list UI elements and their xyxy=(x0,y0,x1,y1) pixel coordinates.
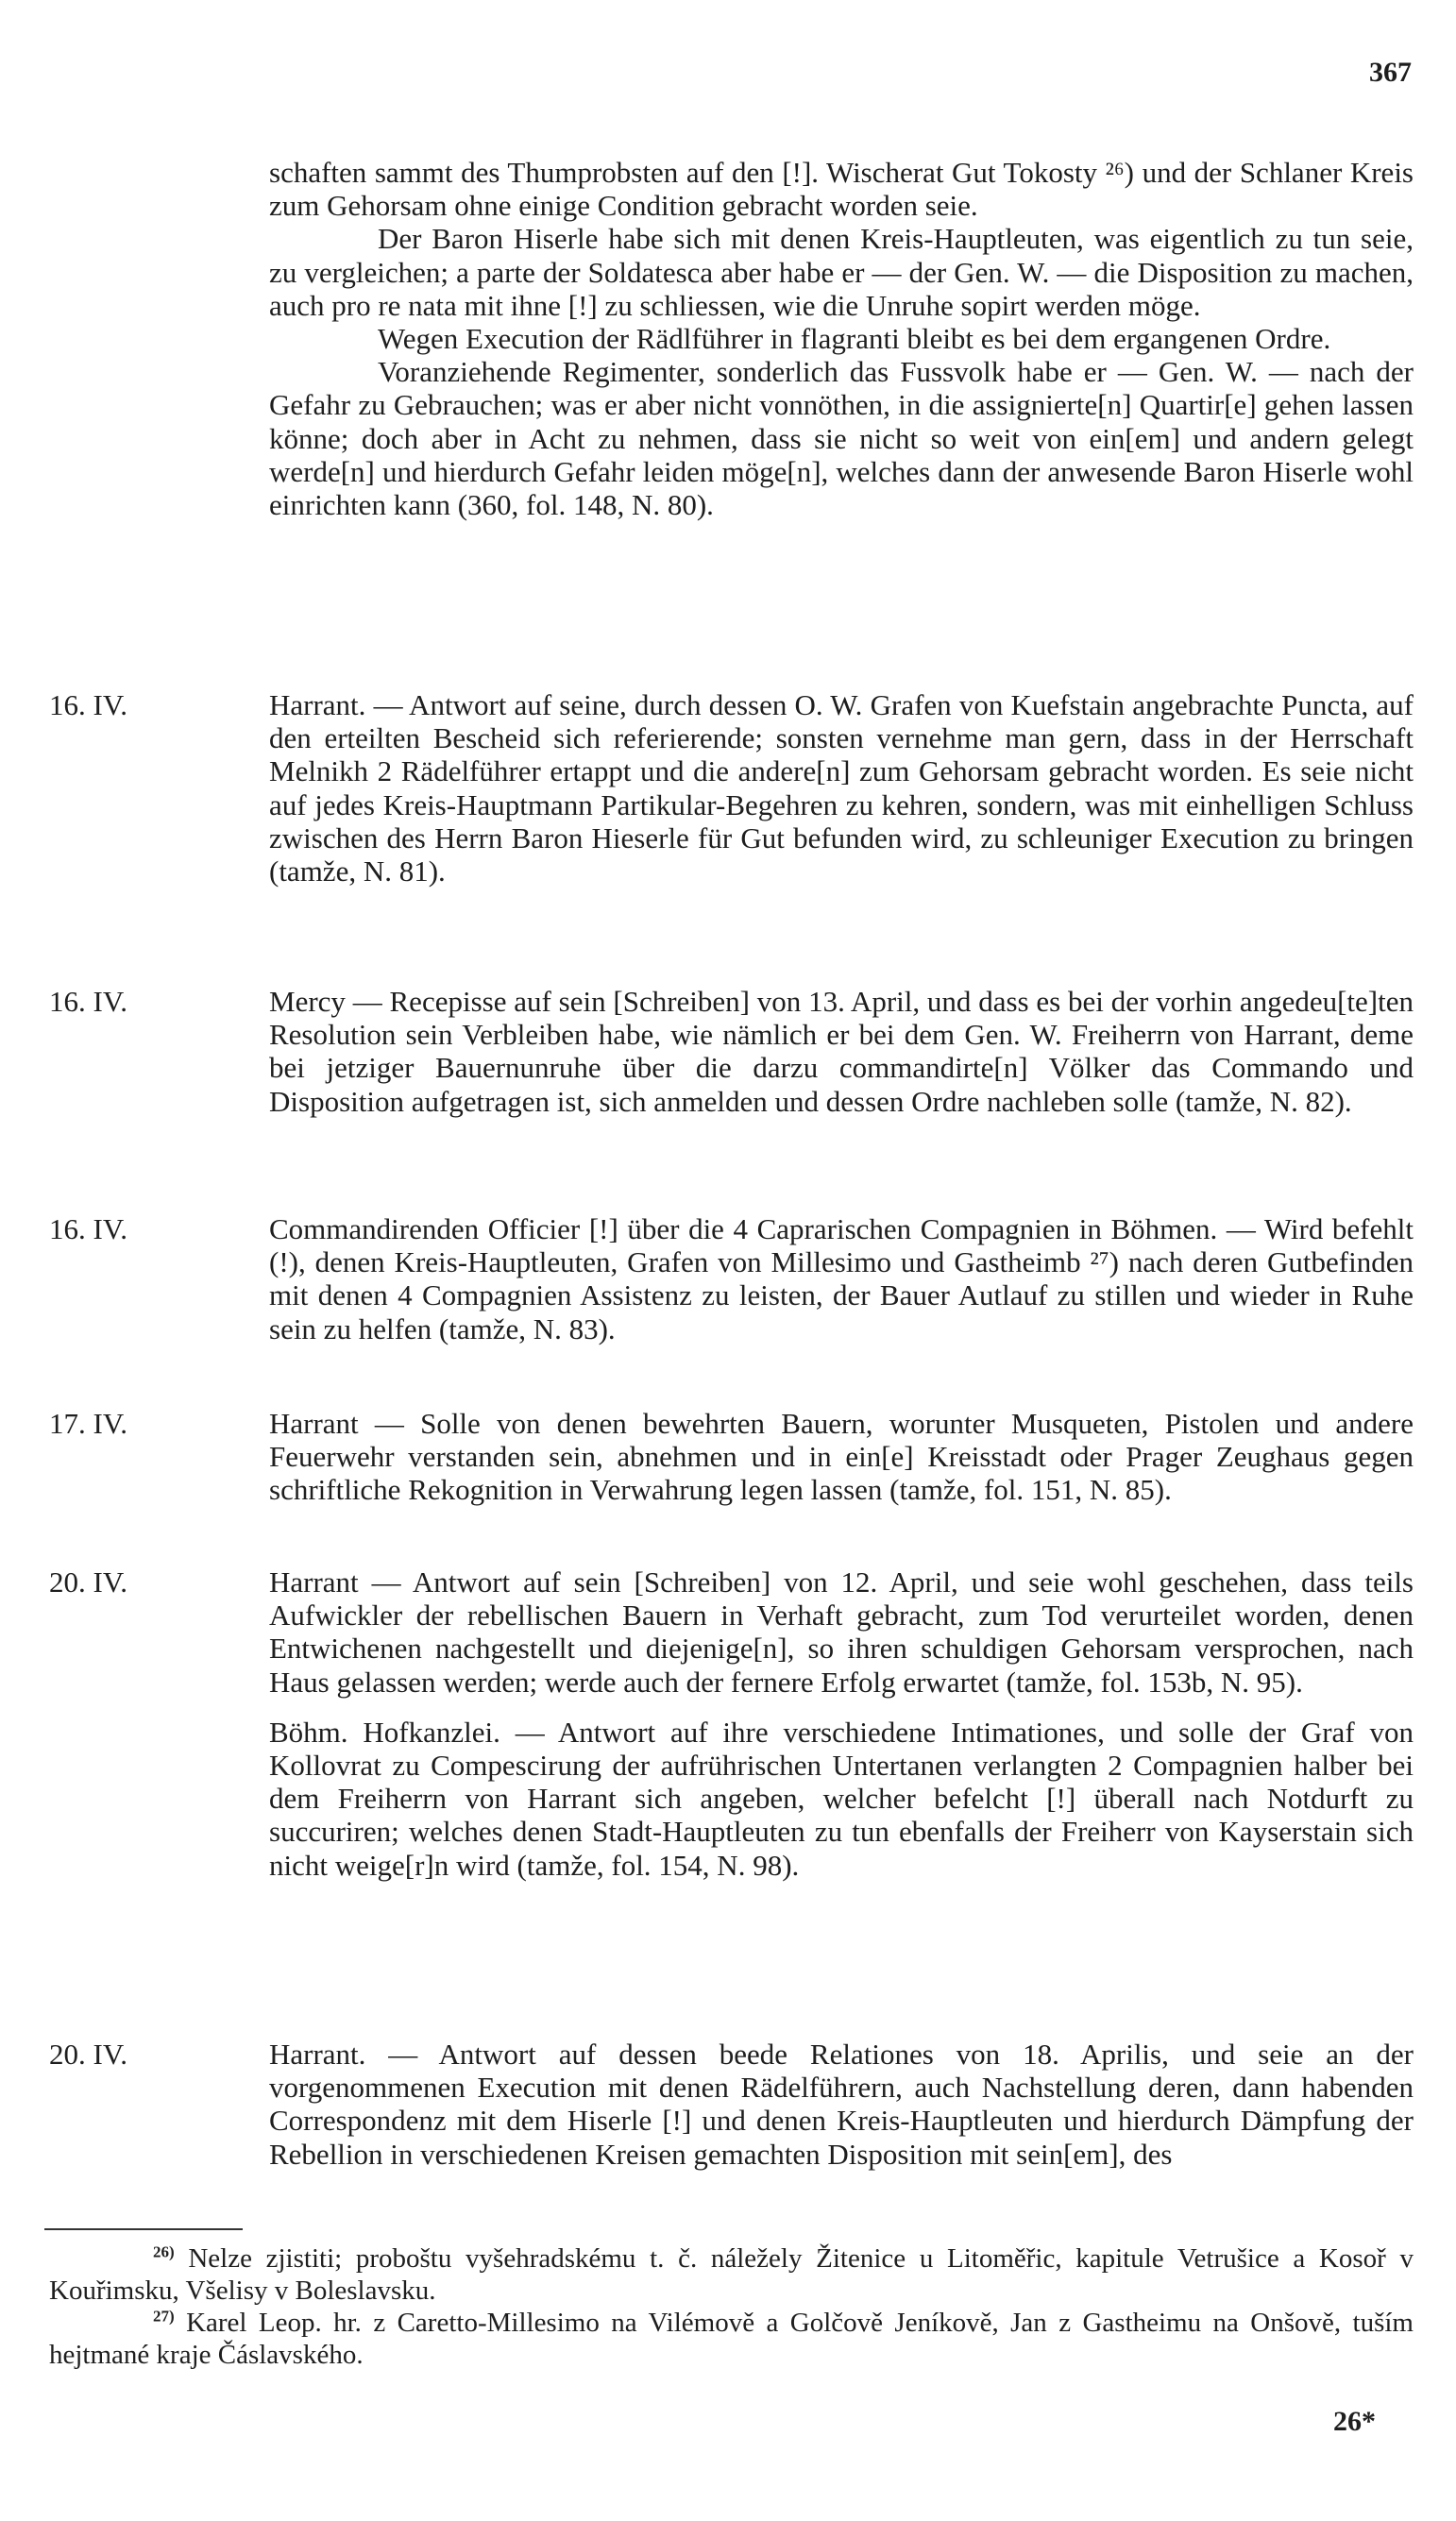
entry-date: 16. IV. xyxy=(49,985,127,1018)
footnotes xyxy=(49,2242,1414,2371)
footnote-divider xyxy=(44,2228,243,2230)
entry-body xyxy=(269,2038,1414,2171)
signature-mark: 26* xyxy=(1333,2406,1376,2437)
footnote-text: Karel Leop. hr. z Caretto-Millesimo na Vilémově a Golčově Jeníkově, Jan z Gastheimu na Onšově, tuším hejtmané kraje Čáslavského. xyxy=(49,2308,1414,2370)
entry-paragraph: Harrant. — Antwort auf seine, durch dessen O. W. Grafen von Kuefstain angebrachte Puncta, auf den erteilten Bescheid sich referierende; sonsten vernehme man gern, dass in der Herrschaft Melnikh 2 Rädelführer ertappt und die andere[n] zum Gehorsam gebracht worden. Es seie nicht auf jedes Kreis-Hauptmann Partikular-Begehren zu kehren, sondern, was mit einhelligen Schluss zwischen des Herrn Baron Hieserle für Gut befunden wird, zu schleuniger Execution zu bringen (tamže, N. 81). xyxy=(269,688,1414,888)
entry-paragraph: Böhm. Hofkanzlei. — Antwort auf ihre verschiedene Intimationes, und solle der Graf von Kollovrat zu Compescirung der aufrührischen Untertanen verlangten 2 Compagnien halber bei dem Freiherrn von Harrant sich angeben, welcher befelcht [!] überall nach Notdurft zu succuriren; welches denen Stadt-Hauptleuten zu tun ebenfalls der Freiherr von Kayserstain sich nicht weige[r]n wird (tamže, fol. 154, N. 98). xyxy=(269,1715,1414,1882)
entry-date: 16. IV. xyxy=(49,688,127,721)
intro-paragraph: Voranziehende Regimenter, sonderlich das Fussvolk habe er — Gen. W. — nach der Gefahr zu Gebrauchen; was er aber nicht vonnöthen, in die assignierte[n] Quartir[e] gehen lassen könne; doch aber in Acht zu nehmen, dass sie nicht so weit von ein[em] und andern gelegt werde[n] und hierdurch Gefahr leiden möge[n], welches dann der anwesende Baron Hiserle wohl einrichten kann (360, fol. 148, N. 80). xyxy=(269,355,1414,522)
footnote xyxy=(49,2242,1414,2307)
entry-date: 17. IV. xyxy=(49,1407,127,1440)
entry-date: 20. IV. xyxy=(49,2038,127,2071)
intro-paragraph: schaften sammt des Thumprobsten auf den [!]. Wischerat Gut Tokosty ²⁶) und der Schlaner Kreis zum Gehorsam ohne einige Condition gebracht worden seie. xyxy=(269,156,1414,223)
entry-paragraph: Commandirenden Officier [!] über die 4 Caprarischen Compagnien in Böhmen. — Wird befehlt (!), denen Kreis-Hauptleuten, Grafen von Millesimo und Gastheimb ²⁷) nach deren Gutbefinden mit denen 4 Compagnien Assistenz zu leisten, der Bauer Autlauf zu stillen und wieder in Ruhe sein zu helfen (tamže, N. 83). xyxy=(269,1212,1414,1345)
footnote-text: Nelze zjistiti; proboštu vyšehradskému t. č. náležely Žitenice u Litoměřic, kapitule Vetrušice a Kosoř v Kouřimsku, Všelisy v Boleslavsku. xyxy=(49,2243,1414,2306)
entry-body xyxy=(269,1565,1414,1882)
entry-paragraph: Harrant — Antwort auf sein [Schreiben] von 12. April, und seie wohl geschehen, dass teils Aufwickler der rebellischen Bauern in Verhaft gebracht, zum Tod verurteilet worden, denen Entwichenen nachgestellt und diejenige[n], so ihren schuldigen Gehorsam versprochen, nach Haus gelassen werden; werde auch der fernere Erfolg erwartet (tamže, fol. 153b, N. 95). xyxy=(269,1565,1414,1699)
entry-paragraph: Harrant. — Antwort auf dessen beede Relationes von 18. Aprilis, und seie an der vorgenommenen Execution mit denen Rädelführern, auch Nachstellung deren, dann habenden Correspondenz mit dem Hiserle [!] und denen Kreis-Hauptleuten und hierdurch Dämpfung der Rebellion in verschiedenen Kreisen gemachten Disposition mit sein[em], des xyxy=(269,2038,1414,2171)
footnote-mark: 27) xyxy=(153,2307,175,2326)
entry-body xyxy=(269,688,1414,888)
footnote-mark: 26) xyxy=(153,2242,175,2261)
entry-date: 16. IV. xyxy=(49,1212,127,1245)
intro-text xyxy=(269,156,1414,521)
entry-body xyxy=(269,1212,1414,1345)
entry-paragraph: Mercy — Recepisse auf sein [Schreiben] von 13. April, und dass es bei der vorhin angedeu[te]ten Resolution sein Verbleiben habe, wie nämlich er bei dem Gen. W. Freiherrn von Harrant, deme bei jetziger Bauernunruhe über die darzu commandirte[n] Völker das Commando und Disposition aufgetragen ist, sich anmelden und dessen Ordre nachleben solle (tamže, N. 82). xyxy=(269,985,1414,1118)
page-number: 367 xyxy=(1369,57,1412,88)
intro-paragraph: Wegen Execution der Rädlführer in flagranti bleibt es bei dem ergangenen Ordre. xyxy=(378,322,1331,356)
entry-paragraph: Harrant — Solle von denen bewehrten Bauern, worunter Musqueten, Pistolen und andere Feuerwehr verstanden sein, abnehmen und in ein[e] Kreisstadt oder Prager Zeughaus gegen schriftliche Rekognition in Verwahrung legen lassen (tamže, fol. 151, N. 85). xyxy=(269,1407,1414,1507)
intro-paragraph: Der Baron Hiserle habe sich mit denen Kreis-Hauptleuten, was eigentlich zu tun seie, zu vergleichen; a parte der Soldatesca aber habe er — der Gen. W. — die Disposition zu machen, auch pro re nata mit ihne [!] zu schliessen, wie die Unruhe sopirt werden möge. xyxy=(269,222,1414,322)
footnote xyxy=(49,2307,1414,2371)
entry-date: 20. IV. xyxy=(49,1565,127,1599)
entry-body xyxy=(269,1407,1414,1507)
entry-body xyxy=(269,985,1414,1118)
